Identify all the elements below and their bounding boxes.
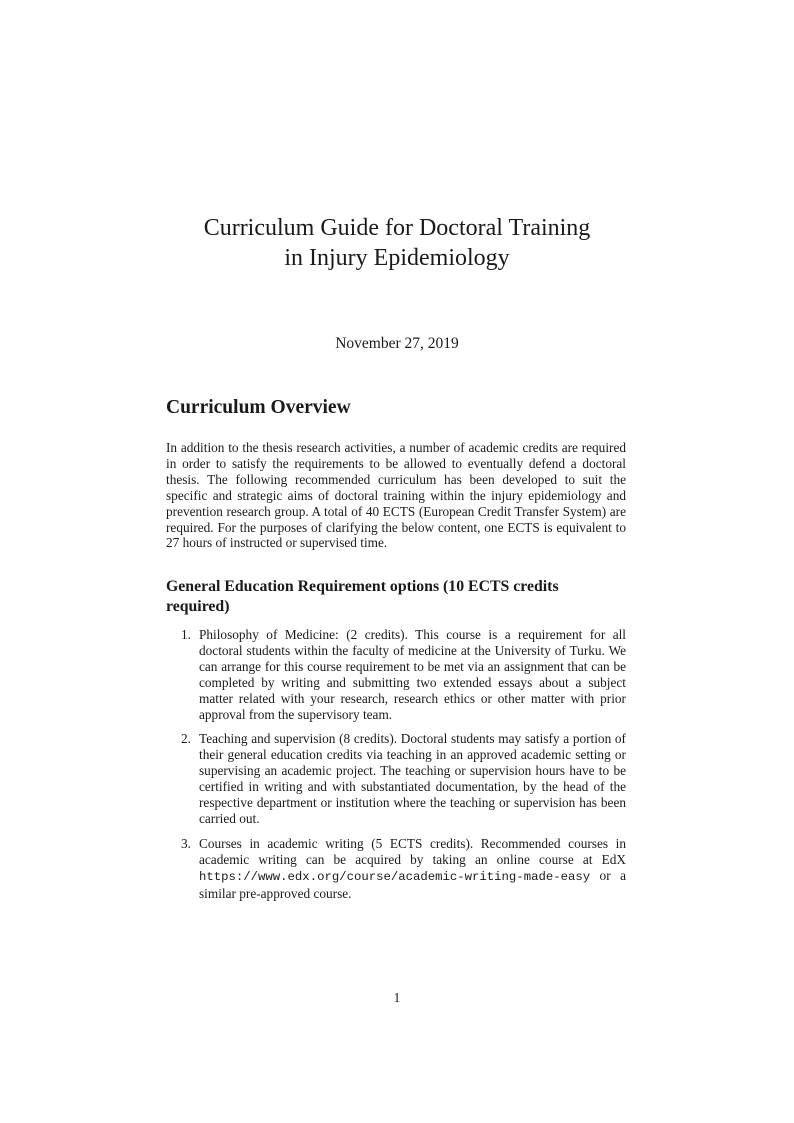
edx-course-link[interactable]: https://www.edx.org/course/academic-writing-made-easy bbox=[199, 869, 591, 884]
section-heading-curriculum-overview: Curriculum Overview bbox=[166, 397, 351, 418]
list-item-text-after-link: or a similar pre-approved course. bbox=[199, 867, 626, 901]
list-item-number: 2. bbox=[181, 731, 191, 747]
list-item-text: Teaching and supervision (8 credits). Doctoral students may satisfy a portion of their general education credits via teaching in an approved academic setting or supervising an academic project. The teaching or supervision hours have to be certified in writing and with substantiated documentation, by the head of the respective department or institution where the teaching or supervision has been carried out. bbox=[199, 731, 626, 826]
subsection-heading-general-education: General Education Requirement options (10 ECTS credits required) bbox=[166, 578, 559, 615]
list-item-number: 3. bbox=[181, 835, 191, 851]
page-number: 1 bbox=[393, 990, 401, 1005]
list-item bbox=[166, 731, 626, 826]
overview-paragraph: In addition to the thesis research activities, a number of academic credits are required in order to satisfy the requirements to be allowed to eventually defend a doctoral thesis. The following recommended curriculum has been developed to suit the specific and strategic aims of doctoral training within the injury epidemiology and prevention research group. A total of 40 ECTS (European Credit Transfer System) are required. For the purposes of clarifying the below content, one ECTS is equivalent to 27 hours of instructed or supervised time. bbox=[166, 440, 626, 551]
list-item-number: 1. bbox=[181, 627, 191, 642]
title-line-1: Curriculum Guide for Doctoral Training bbox=[203, 215, 591, 241]
title-line-2: in Injury Epidemiology bbox=[284, 245, 510, 271]
list-item bbox=[166, 627, 626, 722]
document-title bbox=[150, 213, 644, 273]
document-date: November 27, 2019 bbox=[335, 335, 459, 352]
requirement-list bbox=[166, 627, 626, 911]
list-item bbox=[166, 836, 626, 902]
list-item-text-before-link: Courses in academic writing (5 ECTS credits). Recommended courses in academic writing can be acquired by taking an online course at EdX bbox=[199, 835, 626, 867]
list-item-text: Philosophy of Medicine: (2 credits). This course is a requirement for all doctoral students within the faculty of medicine at the University of Turku. We can arrange for this course requirement to be met via an assignment that can be completed by writing and submitting two extended essays about a subject matter related with your research, research ethics or other matter with prior approval from the supervisory team. bbox=[199, 627, 626, 722]
